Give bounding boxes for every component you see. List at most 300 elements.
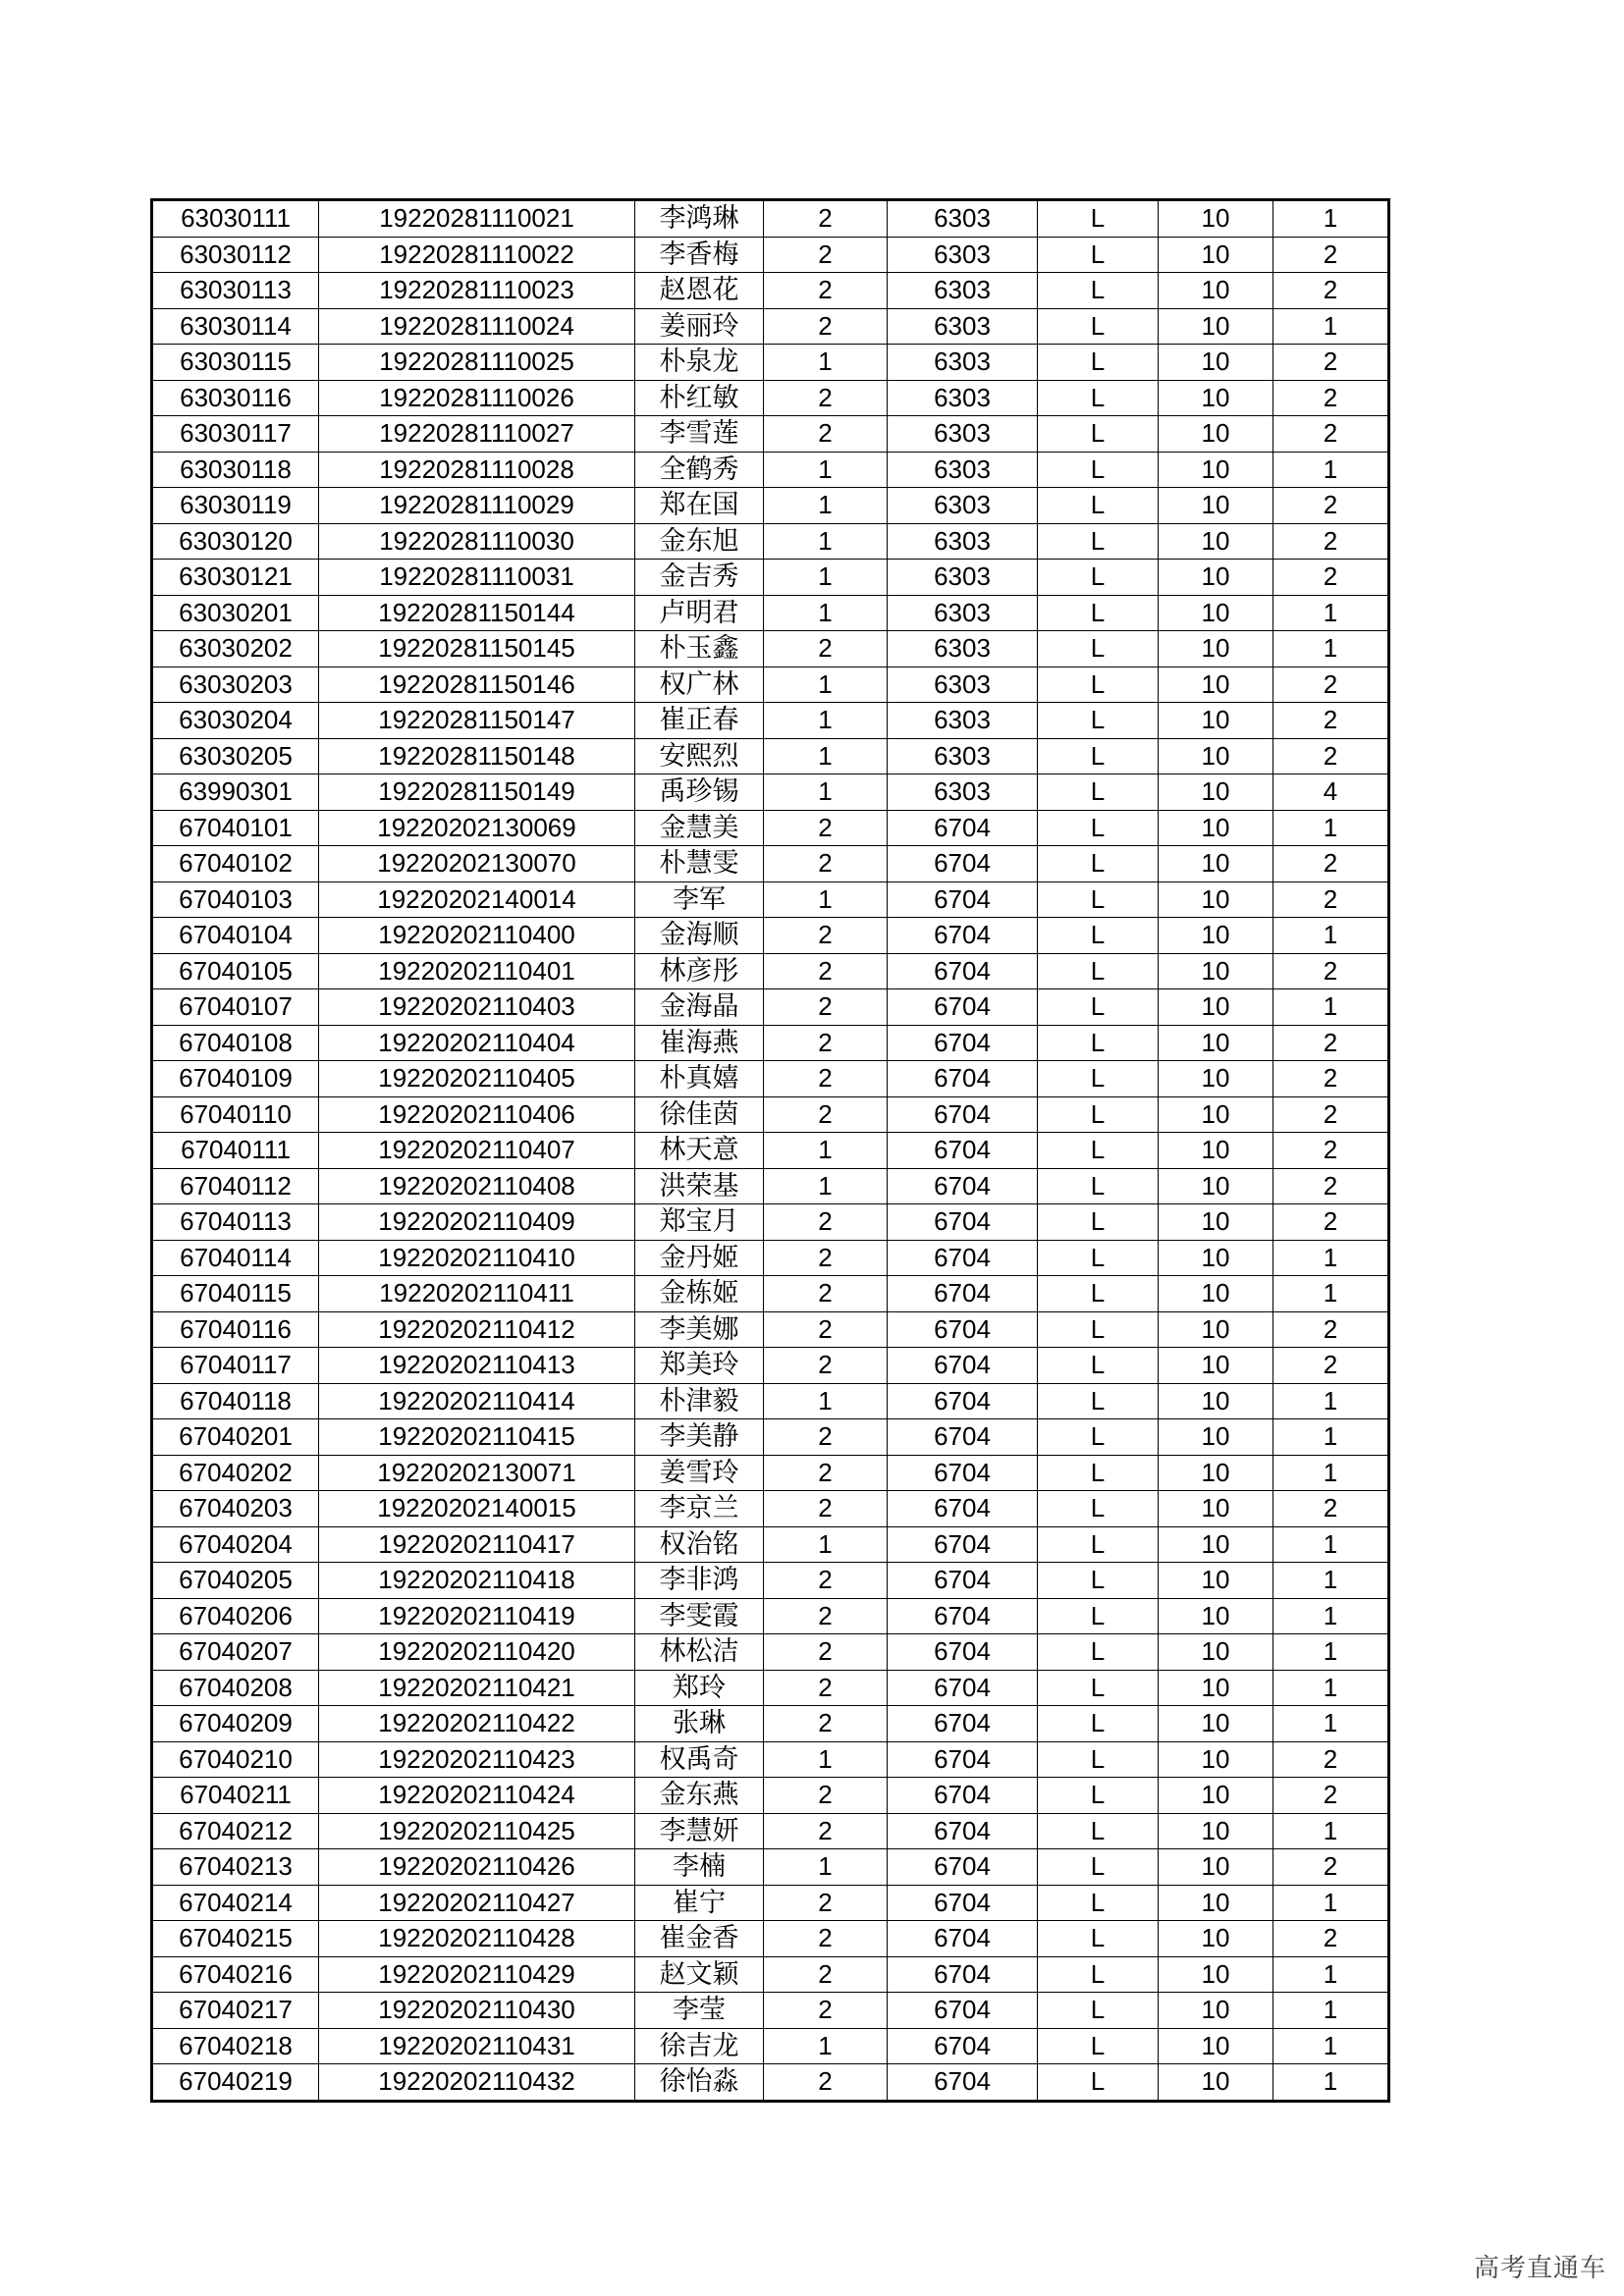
- category-cell: 2: [1273, 738, 1389, 774]
- level-cell: L: [1038, 416, 1159, 453]
- level-cell: L: [1038, 273, 1159, 309]
- unit-code-cell: 6704: [888, 1096, 1038, 1133]
- name-cell: 李美静: [635, 1419, 764, 1456]
- seat-number-cell: 67040115: [152, 1276, 319, 1312]
- level-cell: L: [1038, 1491, 1159, 1527]
- name-cell: 金东燕: [635, 1778, 764, 1814]
- table-row: [152, 523, 1389, 560]
- table-row: [152, 1741, 1389, 1778]
- gender-code-cell: 2: [764, 810, 888, 846]
- candidate-number-cell: 19220202140015: [319, 1491, 635, 1527]
- category-cell: 2: [1273, 846, 1389, 882]
- category-cell: 1: [1273, 1956, 1389, 1993]
- seat-number-cell: 63030112: [152, 237, 319, 273]
- candidate-number-cell: 19220202110400: [319, 918, 635, 954]
- value-cell: 10: [1159, 273, 1273, 309]
- unit-code-cell: 6303: [888, 667, 1038, 703]
- table-row: [152, 1526, 1389, 1563]
- seat-number-cell: 67040218: [152, 2028, 319, 2064]
- gender-code-cell: 2: [764, 1491, 888, 1527]
- seat-number-cell: 67040114: [152, 1240, 319, 1276]
- table-row: [152, 273, 1389, 309]
- level-cell: L: [1038, 1706, 1159, 1742]
- name-cell: 郑美玲: [635, 1348, 764, 1384]
- value-cell: 10: [1159, 1813, 1273, 1849]
- gender-code-cell: 2: [764, 918, 888, 954]
- seat-number-cell: 63030117: [152, 416, 319, 453]
- unit-code-cell: 6704: [888, 881, 1038, 918]
- category-cell: 2: [1273, 1061, 1389, 1097]
- value-cell: 10: [1159, 1885, 1273, 1921]
- category-cell: 1: [1273, 631, 1389, 667]
- category-cell: 2: [1273, 1204, 1389, 1241]
- name-cell: 朴慧雯: [635, 846, 764, 882]
- table-row: [152, 1204, 1389, 1241]
- seat-number-cell: 63030204: [152, 703, 319, 739]
- table-row: [152, 416, 1389, 453]
- unit-code-cell: 6704: [888, 1204, 1038, 1241]
- roster-table: [150, 198, 1390, 2103]
- candidate-number-cell: 19220281110027: [319, 416, 635, 453]
- seat-number-cell: 67040109: [152, 1061, 319, 1097]
- name-cell: 李美娜: [635, 1311, 764, 1348]
- table-row: [152, 560, 1389, 596]
- gender-code-cell: 1: [764, 560, 888, 596]
- category-cell: 2: [1273, 881, 1389, 918]
- value-cell: 10: [1159, 2064, 1273, 2102]
- level-cell: L: [1038, 1348, 1159, 1384]
- value-cell: 10: [1159, 308, 1273, 345]
- gender-code-cell: 2: [764, 1455, 888, 1491]
- level-cell: L: [1038, 560, 1159, 596]
- category-cell: 1: [1273, 1634, 1389, 1671]
- name-cell: 金慧美: [635, 810, 764, 846]
- unit-code-cell: 6704: [888, 1133, 1038, 1169]
- seat-number-cell: 67040209: [152, 1706, 319, 1742]
- value-cell: 10: [1159, 345, 1273, 381]
- name-cell: 林天意: [635, 1133, 764, 1169]
- gender-code-cell: 2: [764, 846, 888, 882]
- value-cell: 10: [1159, 667, 1273, 703]
- name-cell: 崔海燕: [635, 1025, 764, 1061]
- seat-number-cell: 67040208: [152, 1670, 319, 1706]
- seat-number-cell: 63990301: [152, 774, 319, 811]
- gender-code-cell: 2: [764, 200, 888, 238]
- level-cell: L: [1038, 1741, 1159, 1778]
- seat-number-cell: 67040210: [152, 1741, 319, 1778]
- unit-code-cell: 6303: [888, 380, 1038, 416]
- candidate-number-cell: 19220281110030: [319, 523, 635, 560]
- candidate-number-cell: 19220281150145: [319, 631, 635, 667]
- unit-code-cell: 6704: [888, 1311, 1038, 1348]
- candidate-number-cell: 19220281110028: [319, 452, 635, 488]
- table-row: [152, 452, 1389, 488]
- gender-code-cell: 1: [764, 595, 888, 631]
- unit-code-cell: 6303: [888, 273, 1038, 309]
- seat-number-cell: 67040112: [152, 1168, 319, 1204]
- table-row: [152, 200, 1389, 238]
- level-cell: L: [1038, 1849, 1159, 1886]
- candidate-number-cell: 19220202110424: [319, 1778, 635, 1814]
- category-cell: 1: [1273, 1670, 1389, 1706]
- name-cell: 崔正春: [635, 703, 764, 739]
- candidate-number-cell: 19220202110410: [319, 1240, 635, 1276]
- gender-code-cell: 1: [764, 1133, 888, 1169]
- candidate-number-cell: 19220202110412: [319, 1311, 635, 1348]
- unit-code-cell: 6704: [888, 1813, 1038, 1849]
- unit-code-cell: 6303: [888, 631, 1038, 667]
- category-cell: 1: [1273, 200, 1389, 238]
- level-cell: L: [1038, 1383, 1159, 1419]
- value-cell: 10: [1159, 2028, 1273, 2064]
- level-cell: L: [1038, 1025, 1159, 1061]
- name-cell: 李香梅: [635, 237, 764, 273]
- seat-number-cell: 67040205: [152, 1563, 319, 1599]
- seat-number-cell: 67040101: [152, 810, 319, 846]
- table-row: [152, 1168, 1389, 1204]
- gender-code-cell: 2: [764, 989, 888, 1026]
- level-cell: L: [1038, 595, 1159, 631]
- candidate-number-cell: 19220202110431: [319, 2028, 635, 2064]
- level-cell: L: [1038, 1240, 1159, 1276]
- value-cell: 10: [1159, 595, 1273, 631]
- seat-number-cell: 63030113: [152, 273, 319, 309]
- category-cell: 2: [1273, 560, 1389, 596]
- unit-code-cell: 6303: [888, 416, 1038, 453]
- table-row: [152, 881, 1389, 918]
- candidate-number-cell: 19220202110423: [319, 1741, 635, 1778]
- seat-number-cell: 63030111: [152, 200, 319, 238]
- watermark-text: 高考直通车: [1473, 2254, 1606, 2283]
- gender-code-cell: 2: [764, 237, 888, 273]
- unit-code-cell: 6704: [888, 1526, 1038, 1563]
- category-cell: 1: [1273, 1455, 1389, 1491]
- seat-number-cell: 63030119: [152, 488, 319, 524]
- name-cell: 安熙烈: [635, 738, 764, 774]
- name-cell: 李非鸿: [635, 1563, 764, 1599]
- unit-code-cell: 6704: [888, 1168, 1038, 1204]
- name-cell: 李京兰: [635, 1491, 764, 1527]
- name-cell: 徐佳茵: [635, 1096, 764, 1133]
- table-row: [152, 237, 1389, 273]
- value-cell: 10: [1159, 703, 1273, 739]
- candidate-number-cell: 19220281110023: [319, 273, 635, 309]
- seat-number-cell: 63030121: [152, 560, 319, 596]
- unit-code-cell: 6303: [888, 488, 1038, 524]
- gender-code-cell: 2: [764, 1204, 888, 1241]
- table-row: [152, 918, 1389, 954]
- candidate-number-cell: 19220281110025: [319, 345, 635, 381]
- seat-number-cell: 67040214: [152, 1885, 319, 1921]
- category-cell: 2: [1273, 1168, 1389, 1204]
- level-cell: L: [1038, 1778, 1159, 1814]
- candidate-number-cell: 19220202110401: [319, 953, 635, 989]
- table-row: [152, 488, 1389, 524]
- name-cell: 朴泉龙: [635, 345, 764, 381]
- table-row: [152, 1311, 1389, 1348]
- candidate-number-cell: 19220202130069: [319, 810, 635, 846]
- category-cell: 2: [1273, 953, 1389, 989]
- category-cell: 1: [1273, 452, 1389, 488]
- table-row: [152, 953, 1389, 989]
- gender-code-cell: 2: [764, 1563, 888, 1599]
- value-cell: 10: [1159, 1706, 1273, 1742]
- name-cell: 权治铭: [635, 1526, 764, 1563]
- category-cell: 4: [1273, 774, 1389, 811]
- level-cell: L: [1038, 345, 1159, 381]
- table-row: [152, 1778, 1389, 1814]
- level-cell: L: [1038, 846, 1159, 882]
- category-cell: 1: [1273, 1993, 1389, 2029]
- category-cell: 1: [1273, 1563, 1389, 1599]
- unit-code-cell: 6704: [888, 846, 1038, 882]
- candidate-number-cell: 19220202110414: [319, 1383, 635, 1419]
- gender-code-cell: 2: [764, 1419, 888, 1456]
- table-row: [152, 2064, 1389, 2102]
- level-cell: L: [1038, 2064, 1159, 2102]
- value-cell: 10: [1159, 1096, 1273, 1133]
- unit-code-cell: 6704: [888, 1670, 1038, 1706]
- table-row: [152, 631, 1389, 667]
- seat-number-cell: 63030201: [152, 595, 319, 631]
- value-cell: 10: [1159, 1491, 1273, 1527]
- table-row: [152, 308, 1389, 345]
- level-cell: L: [1038, 774, 1159, 811]
- candidate-number-cell: 19220281150144: [319, 595, 635, 631]
- candidate-number-cell: 19220202110421: [319, 1670, 635, 1706]
- gender-code-cell: 1: [764, 881, 888, 918]
- candidate-number-cell: 19220281150149: [319, 774, 635, 811]
- gender-code-cell: 1: [764, 1383, 888, 1419]
- category-cell: 2: [1273, 667, 1389, 703]
- candidate-number-cell: 19220281150147: [319, 703, 635, 739]
- category-cell: 1: [1273, 1813, 1389, 1849]
- name-cell: 李军: [635, 881, 764, 918]
- seat-number-cell: 67040213: [152, 1849, 319, 1886]
- category-cell: 2: [1273, 416, 1389, 453]
- level-cell: L: [1038, 380, 1159, 416]
- level-cell: L: [1038, 953, 1159, 989]
- seat-number-cell: 67040203: [152, 1491, 319, 1527]
- name-cell: 金吉秀: [635, 560, 764, 596]
- name-cell: 李雯霞: [635, 1598, 764, 1634]
- category-cell: 2: [1273, 1348, 1389, 1384]
- gender-code-cell: 2: [764, 1956, 888, 1993]
- value-cell: 10: [1159, 1741, 1273, 1778]
- seat-number-cell: 63030116: [152, 380, 319, 416]
- name-cell: 金丹姬: [635, 1240, 764, 1276]
- category-cell: 1: [1273, 1383, 1389, 1419]
- category-cell: 1: [1273, 1276, 1389, 1312]
- level-cell: L: [1038, 200, 1159, 238]
- seat-number-cell: 63030203: [152, 667, 319, 703]
- category-cell: 1: [1273, 1885, 1389, 1921]
- candidate-number-cell: 19220202110411: [319, 1276, 635, 1312]
- candidate-number-cell: 19220202110428: [319, 1921, 635, 1957]
- name-cell: 李楠: [635, 1849, 764, 1886]
- seat-number-cell: 67040116: [152, 1311, 319, 1348]
- gender-code-cell: 2: [764, 1634, 888, 1671]
- seat-number-cell: 67040212: [152, 1813, 319, 1849]
- category-cell: 1: [1273, 1240, 1389, 1276]
- unit-code-cell: 6704: [888, 918, 1038, 954]
- unit-code-cell: 6303: [888, 738, 1038, 774]
- gender-code-cell: 2: [764, 1598, 888, 1634]
- value-cell: 10: [1159, 200, 1273, 238]
- unit-code-cell: 6303: [888, 345, 1038, 381]
- unit-code-cell: 6704: [888, 1849, 1038, 1886]
- category-cell: 1: [1273, 1526, 1389, 1563]
- gender-code-cell: 2: [764, 1778, 888, 1814]
- unit-code-cell: 6704: [888, 1276, 1038, 1312]
- table-row: [152, 1993, 1389, 2029]
- gender-code-cell: 1: [764, 523, 888, 560]
- table-row: [152, 1885, 1389, 1921]
- seat-number-cell: 63030118: [152, 452, 319, 488]
- unit-code-cell: 6303: [888, 560, 1038, 596]
- category-cell: 2: [1273, 1921, 1389, 1957]
- level-cell: L: [1038, 1096, 1159, 1133]
- candidate-number-cell: 19220281110021: [319, 200, 635, 238]
- unit-code-cell: 6704: [888, 2064, 1038, 2102]
- level-cell: L: [1038, 703, 1159, 739]
- candidate-number-cell: 19220202110415: [319, 1419, 635, 1456]
- name-cell: 姜丽玲: [635, 308, 764, 345]
- category-cell: 2: [1273, 237, 1389, 273]
- value-cell: 10: [1159, 1634, 1273, 1671]
- seat-number-cell: 67040105: [152, 953, 319, 989]
- level-cell: L: [1038, 308, 1159, 345]
- candidate-number-cell: 19220202110405: [319, 1061, 635, 1097]
- candidate-number-cell: 19220202110413: [319, 1348, 635, 1384]
- value-cell: 10: [1159, 1311, 1273, 1348]
- name-cell: 郑玲: [635, 1670, 764, 1706]
- candidate-number-cell: 19220202130070: [319, 846, 635, 882]
- level-cell: L: [1038, 918, 1159, 954]
- table-row: [152, 703, 1389, 739]
- category-cell: 2: [1273, 273, 1389, 309]
- table-row: [152, 1491, 1389, 1527]
- candidate-number-cell: 19220281110029: [319, 488, 635, 524]
- seat-number-cell: 67040215: [152, 1921, 319, 1957]
- category-cell: 1: [1273, 1706, 1389, 1742]
- table-row: [152, 1563, 1389, 1599]
- seat-number-cell: 67040204: [152, 1526, 319, 1563]
- name-cell: 徐怡淼: [635, 2064, 764, 2102]
- unit-code-cell: 6704: [888, 1741, 1038, 1778]
- candidate-number-cell: 19220202110430: [319, 1993, 635, 2029]
- candidate-number-cell: 19220202110406: [319, 1096, 635, 1133]
- name-cell: 崔宁: [635, 1885, 764, 1921]
- candidate-number-cell: 19220202110427: [319, 1885, 635, 1921]
- unit-code-cell: 6704: [888, 1921, 1038, 1957]
- name-cell: 金海晶: [635, 989, 764, 1026]
- level-cell: L: [1038, 1276, 1159, 1312]
- table-row: [152, 1276, 1389, 1312]
- roster-table-body: [152, 200, 1389, 2102]
- unit-code-cell: 6704: [888, 1383, 1038, 1419]
- level-cell: L: [1038, 810, 1159, 846]
- table-row: [152, 774, 1389, 811]
- gender-code-cell: 2: [764, 1921, 888, 1957]
- gender-code-cell: 2: [764, 380, 888, 416]
- category-cell: 1: [1273, 2064, 1389, 2102]
- unit-code-cell: 6704: [888, 1634, 1038, 1671]
- gender-code-cell: 1: [764, 774, 888, 811]
- gender-code-cell: 1: [764, 488, 888, 524]
- category-cell: 1: [1273, 1419, 1389, 1456]
- value-cell: 10: [1159, 380, 1273, 416]
- candidate-number-cell: 19220202110429: [319, 1956, 635, 1993]
- candidate-number-cell: 19220202110432: [319, 2064, 635, 2102]
- level-cell: L: [1038, 452, 1159, 488]
- value-cell: 10: [1159, 1526, 1273, 1563]
- level-cell: L: [1038, 738, 1159, 774]
- unit-code-cell: 6704: [888, 1598, 1038, 1634]
- table-row: [152, 1383, 1389, 1419]
- table-row: [152, 1670, 1389, 1706]
- gender-code-cell: 2: [764, 1993, 888, 2029]
- value-cell: 10: [1159, 1849, 1273, 1886]
- name-cell: 洪荣基: [635, 1168, 764, 1204]
- value-cell: 10: [1159, 1993, 1273, 2029]
- candidate-number-cell: 19220202110407: [319, 1133, 635, 1169]
- candidate-number-cell: 19220202110403: [319, 989, 635, 1026]
- level-cell: L: [1038, 1133, 1159, 1169]
- level-cell: L: [1038, 1563, 1159, 1599]
- level-cell: L: [1038, 1455, 1159, 1491]
- category-cell: 2: [1273, 1491, 1389, 1527]
- candidate-number-cell: 19220202130071: [319, 1455, 635, 1491]
- gender-code-cell: 1: [764, 1168, 888, 1204]
- level-cell: L: [1038, 1419, 1159, 1456]
- unit-code-cell: 6704: [888, 1240, 1038, 1276]
- name-cell: 朴津毅: [635, 1383, 764, 1419]
- unit-code-cell: 6704: [888, 1419, 1038, 1456]
- table-row: [152, 989, 1389, 1026]
- seat-number-cell: 63030205: [152, 738, 319, 774]
- table-row: [152, 1813, 1389, 1849]
- gender-code-cell: 1: [764, 452, 888, 488]
- name-cell: 李莹: [635, 1993, 764, 2029]
- value-cell: 10: [1159, 989, 1273, 1026]
- unit-code-cell: 6704: [888, 1706, 1038, 1742]
- table-row: [152, 1133, 1389, 1169]
- gender-code-cell: 1: [764, 2028, 888, 2064]
- category-cell: 2: [1273, 1133, 1389, 1169]
- level-cell: L: [1038, 1813, 1159, 1849]
- name-cell: 金海顺: [635, 918, 764, 954]
- unit-code-cell: 6303: [888, 774, 1038, 811]
- value-cell: 10: [1159, 1025, 1273, 1061]
- unit-code-cell: 6704: [888, 1455, 1038, 1491]
- table-row: [152, 2028, 1389, 2064]
- value-cell: 10: [1159, 918, 1273, 954]
- candidate-number-cell: 19220202110419: [319, 1598, 635, 1634]
- category-cell: 2: [1273, 1025, 1389, 1061]
- table-row: [152, 1348, 1389, 1384]
- unit-code-cell: 6303: [888, 595, 1038, 631]
- unit-code-cell: 6704: [888, 1563, 1038, 1599]
- candidate-number-cell: 19220202110404: [319, 1025, 635, 1061]
- value-cell: 10: [1159, 1563, 1273, 1599]
- unit-code-cell: 6303: [888, 452, 1038, 488]
- gender-code-cell: 2: [764, 1276, 888, 1312]
- value-cell: 10: [1159, 1419, 1273, 1456]
- category-cell: 1: [1273, 989, 1389, 1026]
- value-cell: 10: [1159, 1133, 1273, 1169]
- gender-code-cell: 2: [764, 273, 888, 309]
